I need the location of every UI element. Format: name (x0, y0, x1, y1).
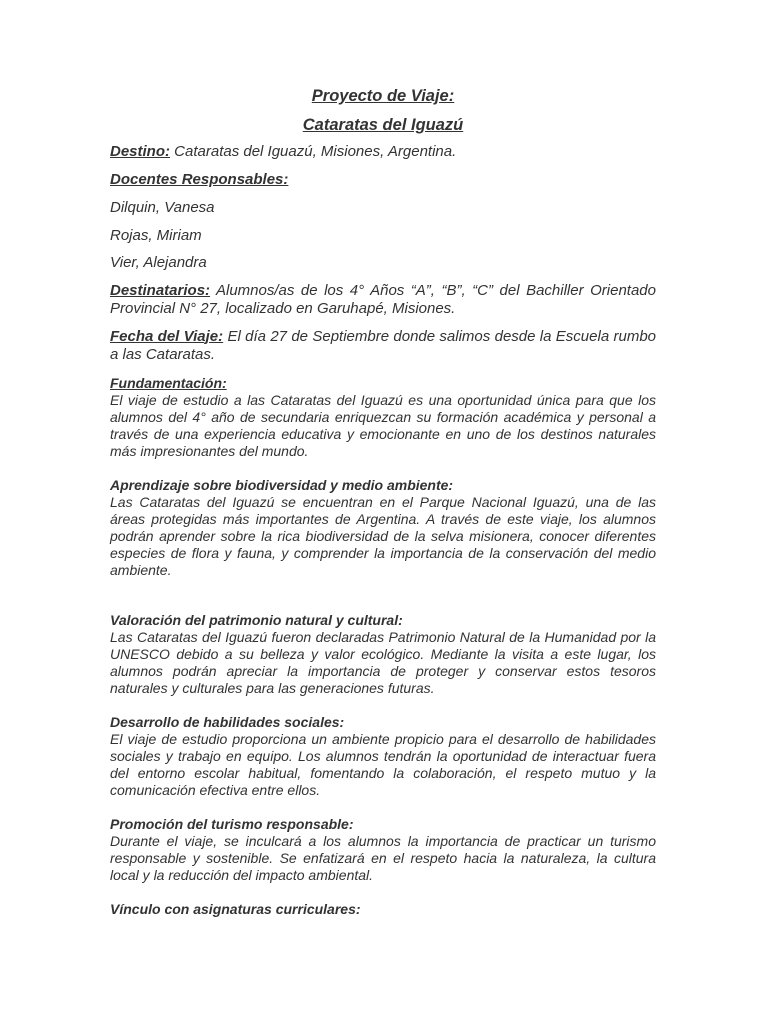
section-habilidades (110, 714, 656, 799)
section-heading: Desarrollo de habilidades sociales: (110, 713, 345, 730)
docente-name: Dilquin, Vanesa (110, 199, 215, 216)
section-heading: Fundamentación: (110, 374, 227, 391)
fecha-value: El día 27 de Septiembre donde salimos desde la Escuela rumbo a las Cataratas. (110, 327, 657, 363)
destino-field (110, 143, 656, 162)
section-vinculo (110, 901, 656, 918)
section-body: El viaje de estudio a las Cataratas del Iguazú es una oportunidad única para que los alumnos del 4° año de secundaria enriquezcan su formación académica y personal a través de una experiencia educativa y emocionante en uno de los destinos naturales más impresionantes del mundo. (110, 391, 656, 459)
docente-name: Rojas, Miriam (110, 226, 202, 244)
section-body: El viaje de estudio proporciona un ambiente propicio para el desarrollo de habilidades sociales y trabajo en equipo. Los alumnos tendrán la oportunidad de interactuar fuera del entorno escolar habitual, fomentando la colaboración, el respeto mutuo y la comunicación efectiva entre ellos. (110, 730, 656, 798)
fecha-field (110, 328, 656, 365)
document-page (110, 86, 656, 918)
section-heading: Valoración del patrimonio natural y cultural: (110, 611, 403, 628)
docente-name: Vier, Alejandra (110, 254, 207, 271)
document-subtitle: Cataratas del Iguazú (302, 116, 464, 134)
section-body: Las Cataratas del Iguazú fueron declaradas Patrimonio Natural de la Humanidad por la UNESCO debido a su belleza y valor ecológico. Mediante la visita a este lugar, los alumnos podrán apreciar la importancia de proteger y conservar estos tesoros naturales y culturales para las generaciones futuras. (110, 628, 656, 696)
destino-value: Cataratas del Iguazú, Misiones, Argentina. (170, 143, 457, 160)
document-title: Proyecto de Viaje: (311, 87, 455, 105)
destinatarios-label: Destinatarios: (110, 281, 211, 299)
section-fundamentacion (110, 375, 656, 460)
section-body: Las Cataratas del Iguazú se encuentran en el Parque Nacional Iguazú, una de las áreas protegidas más importantes de Argentina. A través de este viaje, los alumnos podrán aprender sobre la rica biodiversidad de la selva misionera, conocer diferentes especies de flora y fauna, y comprender la importancia de la conservación del medio ambiente. (110, 493, 656, 578)
destino-label: Destino: (110, 143, 170, 160)
section-heading: Vínculo con asignaturas curriculares: (110, 900, 361, 917)
section-body: Durante el viaje, se inculcará a los alumnos la importancia de practicar un turismo responsable y sostenible. Se enfatizará en el respeto hacia la naturaleza, la cultura local y la reducción del impacto ambiental. (110, 832, 656, 883)
fecha-label: Fecha del Viaje: (110, 327, 224, 345)
destinatarios-value: Alumnos/as de los 4° Años “A”, “B”, “C” del Bachiller Orientado Provincial N° 27, localizado en Garuhapé, Misiones. (110, 281, 656, 317)
docentes-field (110, 171, 656, 190)
section-heading: Aprendizaje sobre biodiversidad y medio ambiente: (110, 476, 454, 493)
destinatarios-field (110, 282, 656, 319)
docentes-label: Docentes Responsables: (110, 170, 289, 188)
section-biodiversidad (110, 477, 656, 579)
section-heading: Promoción del turismo responsable: (110, 815, 354, 832)
section-patrimonio (110, 612, 656, 697)
section-turismo (110, 816, 656, 884)
